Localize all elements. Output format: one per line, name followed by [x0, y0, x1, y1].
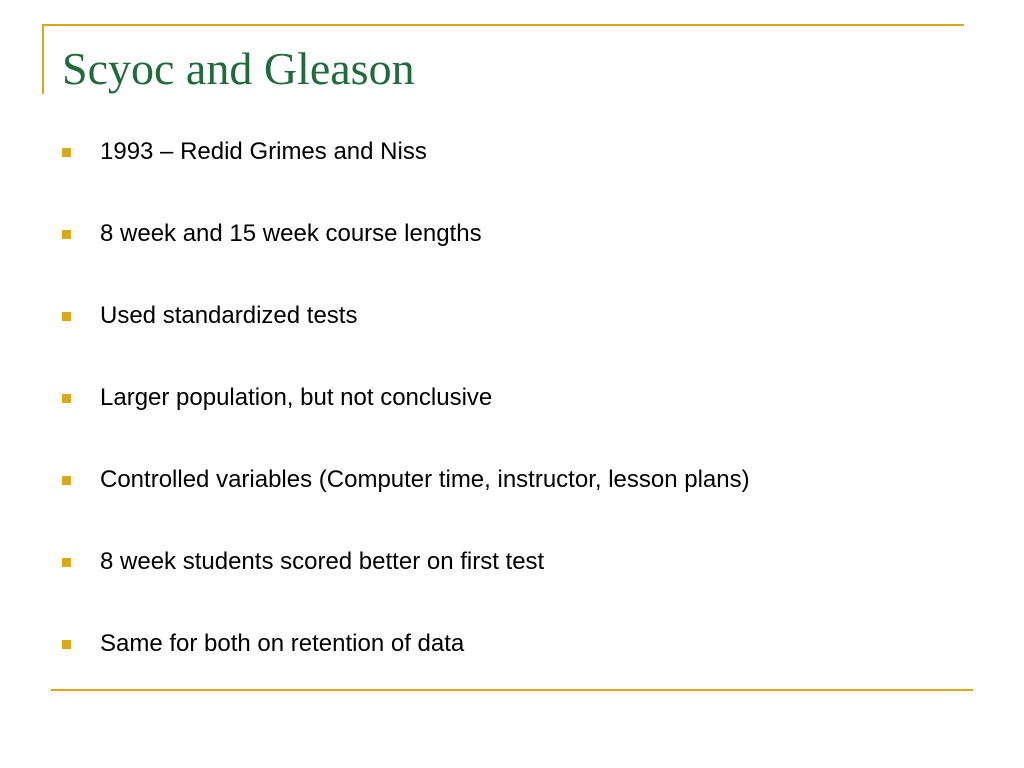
bullet-item [62, 292, 982, 374]
slide-title: Scyoc and Gleason [62, 43, 415, 94]
bullet-item [62, 456, 982, 538]
top-frame-rule [42, 24, 964, 26]
bullet-text: 1993 – Redid Grimes and Niss [100, 138, 427, 165]
bullet-item [62, 538, 982, 620]
square-bullet-icon [62, 312, 71, 321]
square-bullet-icon [62, 230, 71, 239]
bullet-text: Same for both on retention of data [100, 630, 465, 657]
bottom-frame-rule [51, 689, 973, 691]
bullet-list [62, 128, 982, 702]
bullet-item [62, 128, 982, 210]
square-bullet-icon [62, 394, 71, 403]
bullet-item [62, 210, 982, 292]
bullet-text: Used standardized tests [100, 302, 358, 329]
bullet-text: Controlled variables (Computer time, instructor, lesson plans) [100, 466, 750, 493]
bullet-text: 8 week and 15 week course lengths [100, 220, 482, 247]
left-frame-rule [42, 24, 44, 94]
bullet-text: Larger population, but not conclusive [100, 384, 493, 411]
square-bullet-icon [62, 476, 71, 485]
bullet-item [62, 374, 982, 456]
square-bullet-icon [62, 558, 71, 567]
square-bullet-icon [62, 640, 71, 649]
bullet-text: 8 week students scored better on first test [100, 548, 545, 575]
square-bullet-icon [62, 148, 71, 157]
